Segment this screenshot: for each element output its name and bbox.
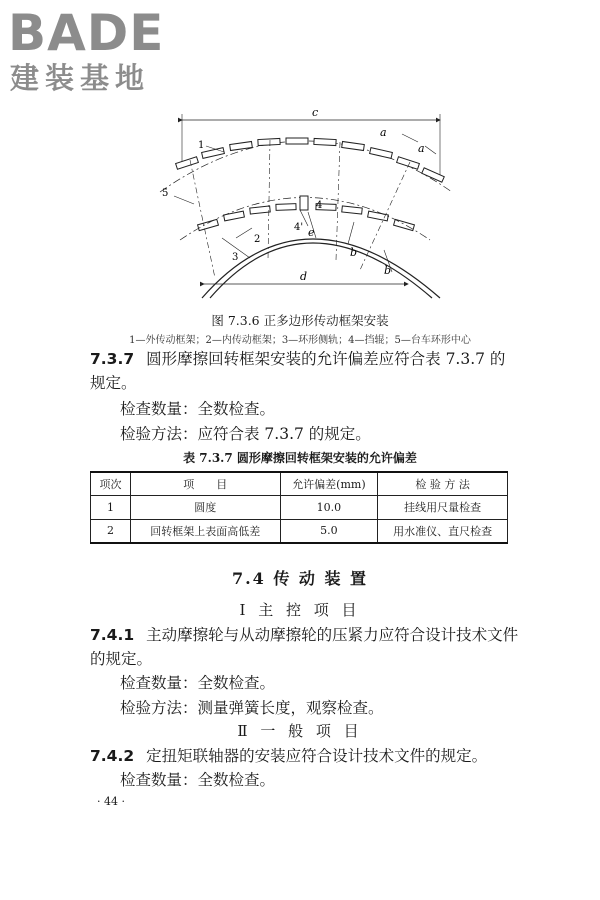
table-header: 项次 xyxy=(91,472,131,495)
clause-number: 7.3.7 xyxy=(90,350,135,368)
clause-7-3-7-cont: 规定。 xyxy=(90,374,137,392)
check-quantity-7-3-7: 检查数量：全数检查。 xyxy=(120,400,276,418)
tolerance-table xyxy=(90,471,508,544)
table-cell: 10.0 xyxy=(280,495,378,519)
section-title: 7.4 传 动 装 置 xyxy=(231,569,369,588)
table-header: 允许偏差(mm) xyxy=(280,472,378,495)
label-2: 2 xyxy=(254,234,261,245)
label-c: c xyxy=(312,106,319,119)
subsection-general-items: Ⅱ 一 般 项 目 xyxy=(237,722,363,740)
figure-legend: 1—外传动框架；2—内传动框架；3—环形侧轨；4—挡辊；5—台车环形中心 xyxy=(129,335,471,346)
subsection-main-items: Ⅰ 主 控 项 目 xyxy=(239,601,361,619)
clause-7-4-1-cont: 的规定。 xyxy=(90,650,153,668)
clause-text: 定扭矩联轴器的安装应符合设计技术文件的规定。 xyxy=(146,747,488,765)
label-4-prime: 4' xyxy=(294,222,304,233)
clause-7-4-1 xyxy=(90,624,518,646)
check-method-7-4-1: 检验方法：测量弹簧长度，观察检查。 xyxy=(120,699,384,717)
brand-logo xyxy=(8,6,178,96)
figure-polygon-frame xyxy=(140,100,470,300)
ring-rail-inner xyxy=(210,243,432,298)
table-header: 检 验 方 法 xyxy=(378,472,508,495)
label-b1: b xyxy=(350,246,358,259)
label-5: 5 xyxy=(162,188,169,199)
table-cell: 1 xyxy=(91,495,131,519)
table-title: 表 7.3.7 圆形摩擦回转框架安装的允许偏差 xyxy=(183,451,417,465)
label-4: 4 xyxy=(316,200,323,211)
table-row xyxy=(91,495,508,519)
table-cell: 回转框架上表面高低差 xyxy=(130,519,280,543)
table-header-row xyxy=(91,472,508,495)
table-cell: 5.0 xyxy=(280,519,378,543)
check-quantity-7-4-1: 检查数量：全数检查。 xyxy=(120,674,276,692)
clause-7-4-2 xyxy=(90,745,487,767)
table-cell: 挂线用尺量检查 xyxy=(378,495,508,519)
table-row xyxy=(91,519,508,543)
logo-text-en: BADE xyxy=(8,4,165,62)
label-a2: a xyxy=(418,142,425,155)
clause-text: 圆形摩擦回转框架安装的允许偏差应符合表 7.3.7 的 xyxy=(146,350,506,368)
figure-caption: 图 7.3.6 正多边形传动框架安装 xyxy=(211,313,389,328)
label-a1: a xyxy=(380,126,387,139)
label-3: 3 xyxy=(232,252,239,263)
clause-number: 7.4.2 xyxy=(90,747,135,765)
roller-block xyxy=(300,196,308,210)
label-1: 1 xyxy=(198,140,205,151)
label-e: e xyxy=(308,226,315,239)
label-d: d xyxy=(300,270,308,283)
page-number: · 44 · xyxy=(97,795,125,808)
logo-text-cn: 建装基地 xyxy=(10,61,151,95)
clause-number: 7.4.1 xyxy=(90,626,135,644)
clause-7-3-7 xyxy=(90,348,505,370)
table-header: 项 目 xyxy=(130,472,280,495)
check-quantity-7-4-2: 检查数量：全数检查。 xyxy=(120,771,276,789)
table-cell: 用水准仪、直尺检查 xyxy=(378,519,508,543)
clause-text: 主动摩擦轮与从动摩擦轮的压紧力应符合设计技术文件 xyxy=(146,626,519,644)
label-b2: b xyxy=(384,264,392,277)
check-method-7-3-7: 检验方法：应符合表 7.3.7 的规定。 xyxy=(120,425,371,443)
ring-rail-outer xyxy=(202,239,440,298)
table-cell: 2 xyxy=(91,519,131,543)
figure-diagram xyxy=(140,100,470,300)
table-cell: 圆度 xyxy=(130,495,280,519)
